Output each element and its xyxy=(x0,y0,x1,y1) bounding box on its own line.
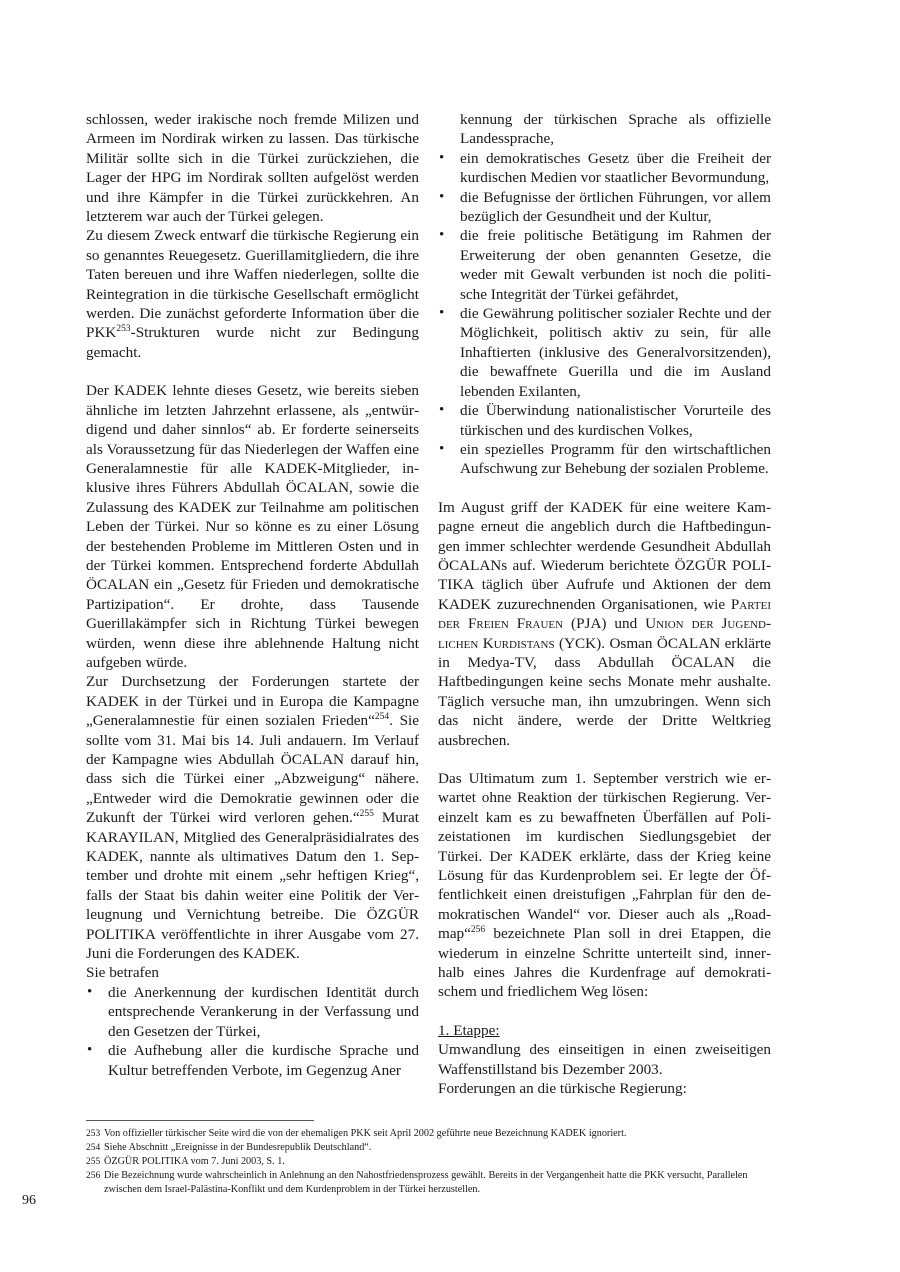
paragraph-5: Sie betrafen xyxy=(86,964,159,982)
page-number: 96 xyxy=(22,1193,36,1208)
list-item: • ein demokratisches Gesetz über die Freiheit der kurdischen Medien vor staatlicher Bevormundung, xyxy=(438,149,771,188)
list-item: • ein spezielles Programm für den wirtschaftlichen Aufschwung zur Behebung der sozialen Probleme. xyxy=(438,440,771,479)
paragraph-1: schlossen, weder irakische noch fremde Milizen und Armeen im Nordirak wirken zu lassen. Das türkische Militär sollte sich in die Türkei zurückziehen, die Lager der HPG im Nordirak sollten aufgelöst werden und ihre Kämpfer in die Türkei zurückkehren. An letzterem war auch der Türkei gelegen. xyxy=(86,111,419,226)
paragraph-3: Der KADEK lehnte dieses Gesetz, wie bereits sieben ähnliche im letzten Jahrzehnt erlassene, als „entwürdigend und daher sinnlos“ ab. Er forderte seinerseits als Voraussetzung für das Niederlegen der Waffen eine Generalamnestie für alle KADEK-Mitglieder, inklusive ihres Führers Abdullah ÖCALAN, sowie die Zulassung des KADEK zur Teilnahme am politischen Leben der Türkei. Nur so könne es zu einer Lösung der bestehenden Probleme im Mittleren Osten und in der Türkei kommen. Entsprechend forderte Abdullah ÖCALAN ein „Gesetz für Frieden und demokratische Partizipation“. Er drohte, dass Tausende Guerillakämpfer sich in Richtung Türkei bewegen würden, wenn diese ihre ablehnende Haltung nicht aufgeben würde. xyxy=(86,382,419,671)
org-name-pja: Partei der Freien Frauen xyxy=(438,595,771,633)
forderungen-heading: Forderungen an die türkische Regierung: xyxy=(438,1080,687,1098)
paragraph-7: Das Ultimatum zum 1. September verstrich wie erwartet ohne Reaktion der türkischen Regierung. Vereinzelt kam es zu bewaffneten Überfällen auf Polizeistationen im kurdischen Siedlungsgebiet der Türkei. Der KADEK erklärte, dass der Krieg keine Lösung für das Kurdenproblem sei. Er legte der Öffentlichkeit einen dreistufigen „Fahrplan für den demokratischen Wandel“ vor. Dieser auch als „Roadmap“$^{256}$ bezeichnete Plan soll in drei Etappen, die wiederum in einzelne Schritte unterteilt sind, innerhalb eines Jahres die Kurdenfrage auf demokratischem und friedlichem Weg lösen: xyxy=(438,770,771,1001)
org-name-yck: Union der Jugendlichen Kurdistans xyxy=(438,615,771,652)
etappe-text: Umwandlung des einseitigen in einen zweiseitigen Waffenstillstand bis Dezember 2003. xyxy=(438,1041,771,1078)
footnote-ref-254: 254 xyxy=(374,712,390,723)
footnote-divider xyxy=(86,1120,314,1121)
list-item: • die Befugnisse der örtlichen Führungen, vor allem bezüglich der Gesundheit und der Kultur, xyxy=(438,188,771,227)
list-item: • die freie politische Betätigung im Rahmen der Erweiterung der oben genannten Gesetze, die weder mit Gewalt verbunden ist noch die politische Integrität der Türkei gefährdet, xyxy=(438,226,771,304)
list-item: • die Anerkennung der kurdischen Identität durch entsprechende Verankerung in der Verfassung und den Gesetzen der Türkei, xyxy=(86,983,419,1041)
paragraph-2: Zu diesem Zweck entwarf die türkische Regierung ein so genanntes Reuegesetz. Guerillamitgliedern, die ihre Taten bereuen und ihre Waffen niederlegen, sollte die Reintegration in die türkische Gesellschaft ermöglicht werden. Die zunächst geforderte Information über die PKK$^{253}$-Strukturen wurde nicht zur Bedingung gemacht. xyxy=(86,227,419,361)
right-column xyxy=(438,110,771,1099)
paragraph-4: Zur Durchsetzung der Forderungen startete der KADEK in der Türkei und in Europa die Kampagne „Generalamnestie für einen sozialen Frieden“$^{254}$. Sie sollte vom 31. Mai bis 14. Juli andauern. Im Verlauf der Kampagne wies Abdullah ÖCALAN darauf hin, dass sich die Türkei einer „Abzweigung“ nähere. „Entweder wird die Demokratie gewinnen oder die Zukunft der Türkei wird verloren gehen.“$^{255}$ Murat KARAYILAN, Mitglied des Generalpräsidialrates des KADEK, nannte als ultimatives Datum den 1. September und drohte mit einem „sehr heftigen Krieg“, falls der Staat bis dahin weiter eine Politik der Verleugnung und Vernichtung betreibe. Die ÖZGÜR POLITIKA veröffentlichte in ihrer Ausgabe vom 27. Juni die Forderungen des KADEK. xyxy=(86,673,419,963)
paragraph-6: Im August griff der KADEK für eine weitere Kampagne erneut die angeblich durch die Haftbedingungen immer schlechter werdende Gesundheit Abdullah ÖCALANs auf. Wiederum berichtete ÖZGÜR POLITIKA täglich über Aufrufe und Aktionen der dem KADEK zuzurechnenden Organisationen, wie Partei der Freien Frauen (PJA) und Union der Jugendlichen Kurdistans (YCK). Osman ÖCALAN erklärte in Medya-TV, dass Abdullah ÖCALAN die Haftbedingungen keine sechs Monate mehr aushalte. Täglich versuche man, ihn umzubringen. Wenn sich das nicht ändere, werde der Dritte Weltkrieg ausbrechen. xyxy=(438,498,771,749)
list-item: • die Überwindung nationalistischer Vorurteile des türkischen und des kurdischen Volkes, xyxy=(438,401,771,440)
etappe-heading: 1. Etappe: xyxy=(438,1021,500,1039)
footnote-ref-255: 255 xyxy=(359,809,374,820)
footnote-254: 254 Siehe Abschnitt „Ereignisse in der Bundesrepublik Deutschland“. xyxy=(86,1142,372,1153)
left-column xyxy=(86,110,419,1080)
demands-list-left xyxy=(86,983,419,1080)
footnote-255: 255 ÖZGÜR POLITIKA vom 7. Juni 2003, S. 1. xyxy=(86,1156,285,1167)
list-item-continuation: kennung der türkischen Sprache als offizielle Landessprache, xyxy=(460,111,771,148)
footnote-256: 256 Die Bezeichnung wurde wahrscheinlich in Anlehnung an den Nahostfriedensprozess gewählt. Bereits in der Vergangenheit hatte die PKK versucht, Parallelen zwischen dem Israel-Palästina-Konflikt und dem Kurdenproblem in der Türkei herzustellen. xyxy=(86,1170,748,1195)
list-item: • die Aufhebung aller die kurdische Sprache und Kultur betreffenden Verbote, im Gegenzug Aner xyxy=(86,1041,419,1080)
footnote-ref-253: 253 xyxy=(116,324,131,335)
list-item: • die Gewährung politischer sozialer Rechte und der Möglichkeit, politisch aktiv zu sein, für alle Inhaftierten (inklusive des Generalvorsitzenden), die bewaffnete Guerilla und die im Ausland lebenden Exilanten, xyxy=(438,304,771,401)
demands-list-right xyxy=(438,110,771,479)
footnote-ref-256: 256 xyxy=(470,925,486,936)
footnote-253: 253 Von offizieller türkischer Seite wird die von der ehemaligen PKK seit April 2002 geführte neue Bezeichnung KADEK ignoriert. xyxy=(86,1128,627,1139)
footnotes xyxy=(86,1120,776,1197)
